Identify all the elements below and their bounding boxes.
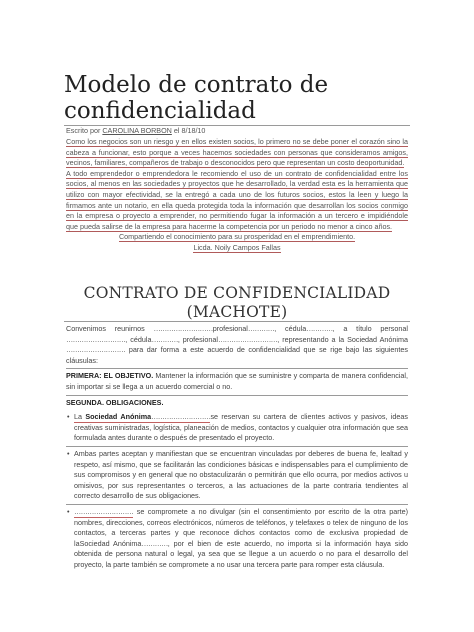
clause-segunda-heading: SEGUNDA. OBLIGACIONES.: [66, 397, 164, 407]
byline-prefix: Escrito por: [66, 126, 101, 135]
section-divider: [66, 395, 408, 396]
bullet-icon: •: [67, 412, 70, 422]
section-divider: [66, 504, 408, 505]
page-title: Modelo de contrato de confidencialidad: [64, 72, 329, 124]
section-divider: [66, 368, 408, 369]
list-item: • ……………………… se compromete a no divulgar (sin el consentimiento por escrito de la otra parte) nombres, direcciones, correos electrónicos, números de teléfonos, y telefaxes o telex de ninguno de los contactos, a terceras partes y que reconoce dichos contactos como de exclusiva propiedad de laSociedad Anónima…………, por el bien de este acuerdo, no importa si la información haya sido obtenida de persona natural o legal, ya sea que se llegue a un acuerdo o no para el desarrollo del proyecto, la parte también se compromete a no usar una tercera parte para romper esta cláusula.: [67, 506, 408, 569]
bullet-icon: •: [67, 448, 70, 458]
bullet-icon: •: [67, 506, 70, 516]
intro-paragraph-2: A todo emprendedor o emprendedora le recomiendo el uso de un contrato de confidencialidad entre los socios, al menos en las sociedades y proyectos que he desarrollado, la verdad esta es la herramienta que utilizo con mayor efectividad, se la entregó a cada uno de los futuros socios, estos la leen y luego la firmamos ante un notario, en ella queda protegida toda la información que desarrollan los socios conmigo en la empresa o proyecto a emprender, no permitiendo fugar la información a un tercero e impidiéndole que pueda salirse de la empresa para hacerme la competencia por un periodo no menor a cinco años.: [66, 168, 408, 231]
byline: [66, 126, 205, 135]
document-page: [64, 0, 410, 632]
intro-section: [66, 137, 408, 254]
section-divider: [66, 446, 408, 447]
signature-line: Licda. Noily Campos Fallas: [193, 242, 281, 252]
list-item: • La Sociedad Anónima………………………se reservan su cartera de clientes activos y pasivos, ideas creativas suministradas, logística, planeación de medios, contactos y cualquier otra información que sea formulada antes durante o después de presentado el proyecto.: [67, 412, 409, 443]
contract-body: [66, 324, 408, 570]
contract-title-divider: [64, 321, 410, 322]
clause-primera: PRIMERA: EL OBJETIVO. Mantener la información que se suministre y comparta de manera confidencial, sin importar si se llega a un acuerdo comercial o no.: [66, 371, 408, 391]
list-item: • Ambas partes aceptan y manifiestan que se encuentran vinculadas por deberes de buena fe, lealtad y respeto, así mismo, que se facilitarán las condiciones básicas e indispensables para el cumplimiento de sus compromisos y en general que no obstaculizarán o permitirán que ello ocurra, por medios activos u omisivos, por sus representantes o terceros, a las actuaciones de la parte contraria tendientes al correcto desarrollo de sus obligaciones.: [67, 448, 408, 501]
opening-paragraph: Convenimos reunirnos ………………………profesional…………, cédula…………, a título personal ………………………, cédula…………, profesional………………………, representando a la Sociedad Anónima ……………………… para dar forma a este acuerdo de confidencialidad que se rige bajo las siguientes cláusulas:: [66, 324, 408, 365]
author-link[interactable]: CAROLINA BORBON: [102, 126, 172, 135]
intro-paragraph-1: Como los negocios son un riesgo y en ellos existen socios, lo primero no se debe poner el corazón sino la cabeza a funcionar, esto porque a veces hacemos sociedades con personas que consideramos amigos, vecinos, familiares, compañeros de trabajo o desconocidos pero que representan un costo deoportunidad.: [66, 137, 408, 168]
contract-title: CONTRATO DE CONFIDENCIALIDAD (MACHOTE): [83, 284, 391, 321]
closing-line: Compartiendo el conocimiento para su prosperidad en el emprendimiento.: [118, 232, 356, 242]
byline-date: el 8/18/10: [173, 126, 206, 135]
